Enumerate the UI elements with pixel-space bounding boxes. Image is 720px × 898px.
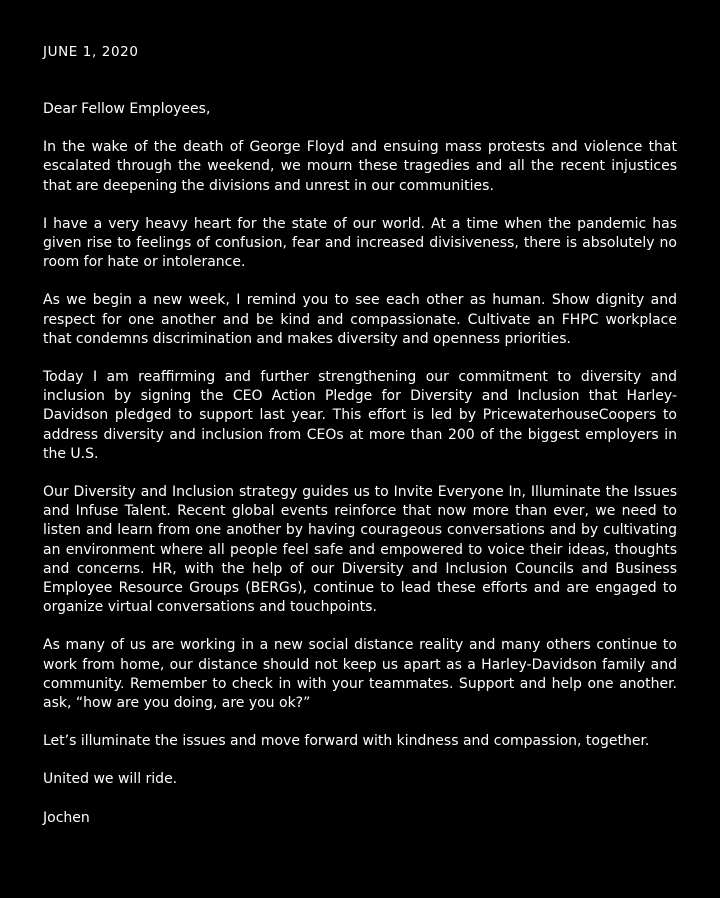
paragraph-7: Let’s illuminate the issues and move forward with kindness and compassion, together. — [43, 733, 650, 750]
paragraph-4: Today I am reaffirming and further strengthening our commitment to diversity and inclusion by signing the CEO Action Pledge for Diversity and Inclusion that Harley-Davidson pledged to support last year. This effort is led by PricewaterhouseCoopers to address diversity and inclusion from CEOs at more than 200 of the biggest employers in the U.S. — [43, 369, 677, 462]
paragraph-5: Our Diversity and Inclusion strategy guides us to Invite Everyone In, Illuminate the Issues and Infuse Talent. Recent global events reinforce that now more than ever, we need to listen and learn from one another by having courageous conversations and by cultivating an environment where all people feel safe and empowered to voice their ideas, thoughts and concerns. HR, with the help of our Diversity and Inclusion Councils and Business Employee Resource Groups (BERGs), continue to lead these efforts and are engaged to organize virtual conversations and touchpoints. — [43, 484, 677, 616]
letter-date: JUNE 1, 2020 — [43, 44, 139, 60]
paragraph-6: As many of us are working in a new social distance reality and many others continue to work from home, our distance should not keep us apart as a Harley-Davidson family and community. Remember to check in with your teammates. Support and help one another. ask, “how are you doing, are you ok?” — [43, 637, 677, 712]
paragraph-1: In the wake of the death of George Floyd and ensuing mass protests and violence that escalated through the weekend, we mourn these tragedies and all the recent injustices that are deepening the divisions and unrest in our communities. — [43, 139, 677, 194]
closing-line: United we will ride. — [43, 771, 178, 788]
paragraph-3: As we begin a new week, I remind you to see each other as human. Show dignity and respect for one another and be kind and compassionate. Cultivate an FHPC workplace that condemns discrimination and makes diversity and openness priorities. — [43, 292, 677, 347]
salutation: Dear Fellow Employees, — [43, 101, 211, 117]
signature: Jochen — [43, 809, 90, 826]
letter — [43, 42, 677, 828]
paragraph-2: I have a very heavy heart for the state of our world. At a time when the pandemic has given rise to feelings of confusion, fear and increased divisiveness, there is absolutely no room for hate or intolerance. — [43, 215, 677, 271]
